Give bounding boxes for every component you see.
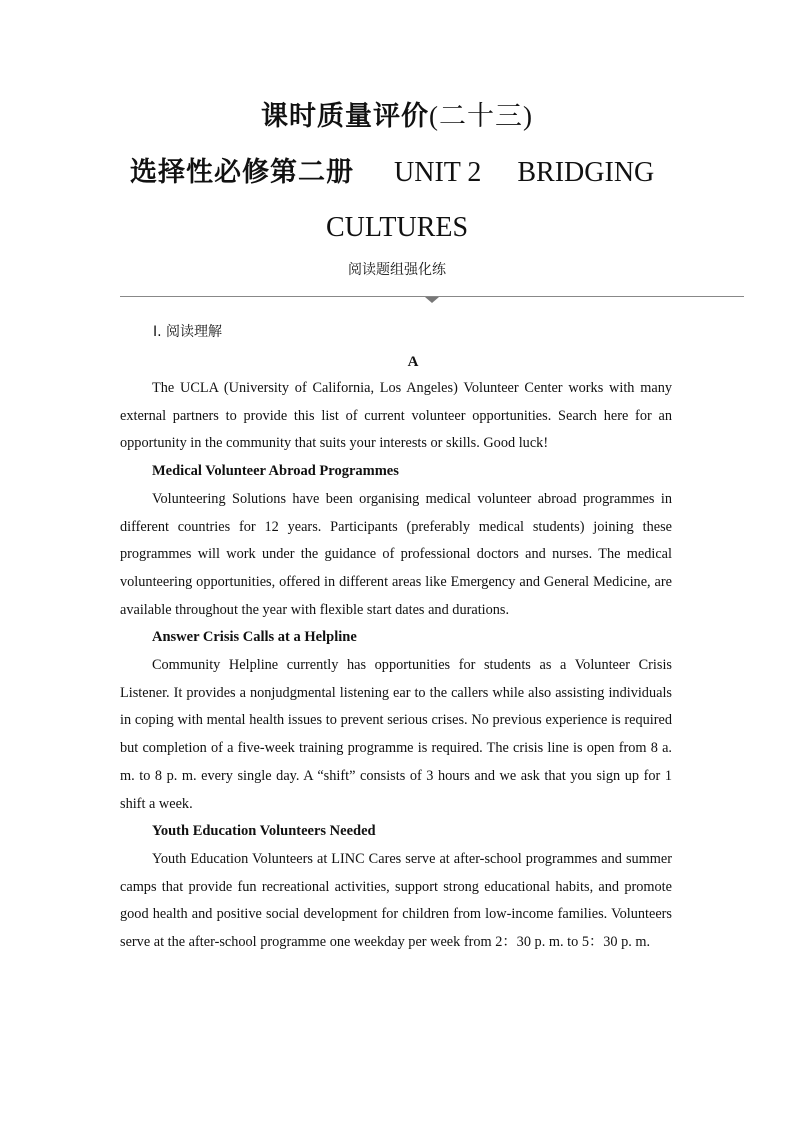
item-heading-helpline: Answer Crisis Calls at a Helpline	[152, 629, 357, 646]
exercise-subtitle: 阅读题组强化练	[348, 262, 446, 278]
item-body-helpline: Community Helpline currently has opportunities for students as a Volunteer Crisis Listener. It provides a nonjudgmental listening ear to the callers while also assisting individuals in coping with mental health issues to prevent serious crises. No previous experience is required but completion of a five-week training programme is required. The crisis line is open from 8 a. m. to 8 p. m. every single day. A “shift” consists of 3 hours and we ask that you sign up for 1 shift a week.	[120, 657, 672, 812]
unit-name-part2: CULTURES	[325, 212, 469, 243]
title-number: (二十三)	[429, 101, 533, 131]
item-body-youth: Youth Education Volunteers at LINC Cares serve at after-school programmes and summer camps that provide fun recreational activities, support strong educational habits, and promote good health and positive social development for children from low-income families. Volunteers serve at the after-school programme one weekday per week from 2：30 p. m. to 5：30 p. m.	[120, 850, 672, 951]
item-heading-youth: Youth Education Volunteers Needed	[152, 823, 376, 840]
passage-letter: A	[407, 354, 419, 370]
section-label: Ⅰ. 阅读理解	[153, 324, 223, 340]
title-main: 课时质量评价	[261, 101, 429, 132]
item-body-medical: Volunteering Solutions have been organising medical volunteer abroad programmes in different countries for 12 years. Participants (preferably medical students) joining these programmes will work under the guidance of professional doctors and nurses. The medical volunteering opportunities, offered in different areas like Emergency and General Medicine, are available throughout the year with flexible start dates and durations.	[120, 490, 672, 618]
divider-arrow-icon	[425, 297, 439, 303]
passage-body	[120, 375, 672, 957]
item-heading-medical: Medical Volunteer Abroad Programmes	[152, 463, 399, 480]
unit-name-part1: BRIDGING	[517, 157, 655, 188]
page-title	[0, 96, 794, 137]
unit-title-line	[130, 153, 654, 193]
passage-intro: The UCLA (University of California, Los Angeles) Volunteer Center works with many external partners to provide this list of current volunteer opportunities. Search here for an opportunity in the community that suits your interests or skills. Good luck!	[120, 380, 672, 452]
unit-book-name: 选择性必修第二册	[130, 157, 354, 188]
unit-number: UNIT 2	[394, 157, 482, 188]
